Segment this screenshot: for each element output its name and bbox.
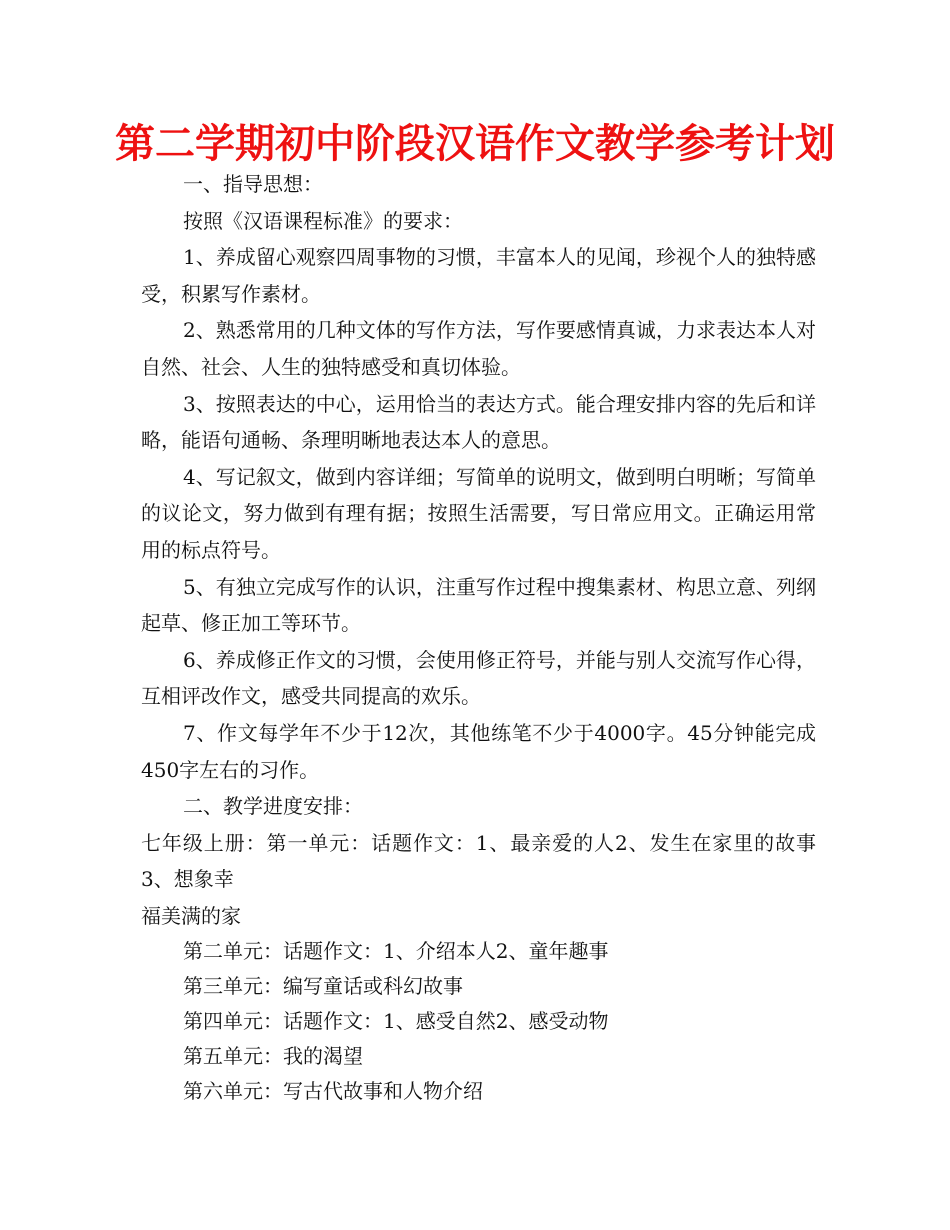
grade7-upper-line1: 七年级上册：第一单元：话题作文：1、最亲爱的人2、发生在家里的故事3、想象幸: [141, 830, 816, 892]
unit-5: 第五单元：我的渴望: [183, 1044, 363, 1069]
unit-3: 第三单元：编写童话或科幻故事: [183, 974, 463, 999]
paragraph-item-3: 3、按照表达的中心，运用恰当的表达方式。能合理安排内容的先后和详略，能语句通畅、条理明晰地表达本人的意思。: [141, 391, 816, 453]
paragraph-item-1: 1、养成留心观察四周事物的习惯，丰富本人的见闻，珍视个人的独特感受，积累写作素材。: [141, 245, 816, 306]
section-heading-guiding-ideas: 一、指导思想：: [183, 172, 323, 196]
paragraph-item-4: 4、写记叙文，做到内容详细；写简单的说明文，做到明白明晰；写简单的议论文，努力做到有理有据；按照生活需要，写日常应用文。正确运用常用的标点符号。: [141, 464, 816, 562]
paragraph-item-6: 6、养成修正作文的习惯，会使用修正符号，并能与别人交流写作心得，互相评改作文，感受共同提高的欢乐。: [141, 647, 816, 709]
paragraph-item-2: 2、熟悉常用的几种文体的写作方法，写作要感情真诚，力求表达本人对自然、社会、人生的独特感受和真切体验。: [141, 318, 816, 379]
paragraph-item-5: 5、有独立完成写作的认识，注重写作过程中搜集素材、构思立意、列纲起草、修正加工等环节。: [141, 574, 816, 636]
unit-2: 第二单元：话题作文：1、介绍本人2、童年趣事: [183, 939, 609, 964]
document-body: [141, 166, 816, 1109]
section-heading-schedule: 二、教学进度安排：: [183, 794, 363, 819]
unit-6: 第六单元：写古代故事和人物介绍: [183, 1079, 483, 1104]
unit-4: 第四单元：话题作文：1、感受自然2、感受动物: [183, 1009, 609, 1034]
document-title: 第二学期初中阶段汉语作文教学参考计划: [115, 121, 835, 167]
paragraph-standard-intro: 按照《汉语课程标准》的要求：: [183, 208, 463, 233]
grade7-upper-line2: 福美满的家: [141, 903, 241, 928]
paragraph-item-7: 7、作文每学年不少于12次，其他练笔不少于4000字。45分钟能完成450字左右的习作。: [141, 720, 816, 782]
